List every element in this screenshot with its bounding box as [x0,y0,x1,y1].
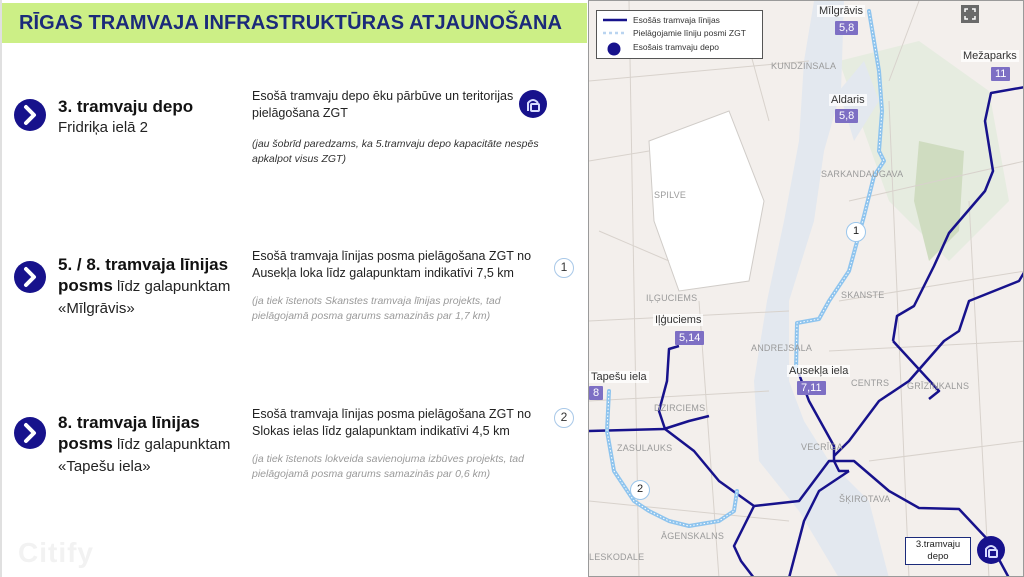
chevron-right-icon [14,261,46,293]
section-title-rest: līdz galapunktam [112,278,231,295]
section-title-bold: 5. / 8. tramvaja līnijas [58,255,229,274]
route-marker-1: 1 [846,222,866,242]
map-legend [596,10,763,59]
title-bar [2,3,587,43]
depo-icon[interactable] [977,536,1005,564]
section-note: (ja tiek īstenots Skanstes tramvaja līnijas projekts, tad pielāgojamā posma garums samazinās par 1,7 km) [252,295,501,322]
stop-value-aldaris: 5,8 [835,109,858,123]
section-title-bold: 3. tramvaju depo [58,97,194,116]
section-note: (ja tiek īstenots lokveida savienojuma izbūves projekts, tad pielāgojamā posma garums samazinās par 0,6 km) [252,453,524,480]
stop-name-milgravis: Mīlgrāvis [819,5,864,17]
depo-label-line1: 3.tramvaju [915,539,961,550]
legend-item-adapted-lines: Pielāgojamie līniju posmi ZGT [633,28,746,38]
district-label: SKANSTE [841,290,885,300]
district-label: KUNDZINSALA [771,61,837,71]
district-label: ANDREJSALA [751,343,813,353]
depo-label-line2: depo [927,551,949,562]
stop-name-ilguciems: Iļģuciems [655,314,702,326]
district-label: CENTRS [851,378,890,388]
district-label: VECRĪGA [801,442,843,452]
section-title [58,412,230,477]
stop-name-tapesu-iela: Tapešu iela [591,371,647,383]
section-title [58,254,230,319]
legend-item-depo: Esošais tramvaju depo [633,42,719,52]
section-description: Esošā tramvaja līnijas posma pielāgošana ZGT no Ausekļa loka līdz galapunktam indikatīvi 7,5 km [252,249,532,280]
depo-label [905,537,971,565]
stop-value-milgravis: 5,8 [835,21,858,35]
depo-icon [519,90,547,118]
section-subtitle: Fridriķa ielā 2 [58,119,149,136]
section-title-bold-2: posms [58,434,113,453]
district-label: ĀGENSKALNS [661,531,725,541]
stop-name-mezaparks: Mežaparks [963,50,1017,62]
fullscreen-icon[interactable] [961,5,979,23]
district-label: IĻĢUCIEMS [646,293,698,303]
district-label: SARKANDAUGAVA [821,169,904,179]
district-label: ZASULAUKS [617,443,673,453]
district-label: LESKODALE [589,552,645,562]
stop-name-aldaris: Aldaris [831,94,865,106]
stop-name-ausekla-iela: Ausekļa iela [789,365,849,377]
page-title: RĪGAS TRAMVAJA INFRASTRUKTŪRAS ATJAUNOŠANA [18,11,563,34]
section-title-destination: «Mīlgrāvis» [58,300,135,317]
chevron-right-icon [14,417,46,449]
route-marker-1: 1 [554,258,574,278]
legend-item-existing-lines: Esošās tramvaja līnijas [633,15,720,25]
district-label: GRĪZIŅKALNS [907,381,970,391]
route-marker-2: 2 [554,408,574,428]
section-description: Esošā tramvaja līnijas posma pielāgošana ZGT no Slokas ielas līdz galapunktam indikatīvi 4,5 km [252,407,532,438]
section-note: (jau šobrīd paredzams, ka 5.tramvaju depo kapacitāte nespēs apkalpot visus ZGT) [252,138,539,165]
map-base [589,1,1024,577]
district-label: ŠĶIROTAVA [839,494,891,504]
section-title-destination: «Tapešu iela» [58,458,151,475]
route-marker-2: 2 [630,480,650,500]
section-title-bold-2: posms [58,276,113,295]
section-description: Esošā tramvaju depo ēku pārbūve un teritorijas pielāgošana ZGT [252,89,514,120]
legend-icons [599,11,629,60]
section-title [58,97,193,138]
section-title-rest: līdz galapunktam [112,436,231,453]
district-label: SPILVE [654,190,687,200]
chevron-right-icon [14,99,46,131]
stop-value-ilguciems: 5,14 [675,331,704,345]
watermark: Citify [18,537,94,568]
district-label: DZIRCIEMS [654,403,706,413]
stop-value-tapesu-iela: 8 [589,386,603,400]
section-title-bold: 8. tramvaja līnijas [58,413,200,432]
stop-value-mezaparks: 11 [991,67,1010,81]
map-panel[interactable] [588,0,1024,577]
stop-value-ausekla-iela: 7,11 [797,381,826,395]
